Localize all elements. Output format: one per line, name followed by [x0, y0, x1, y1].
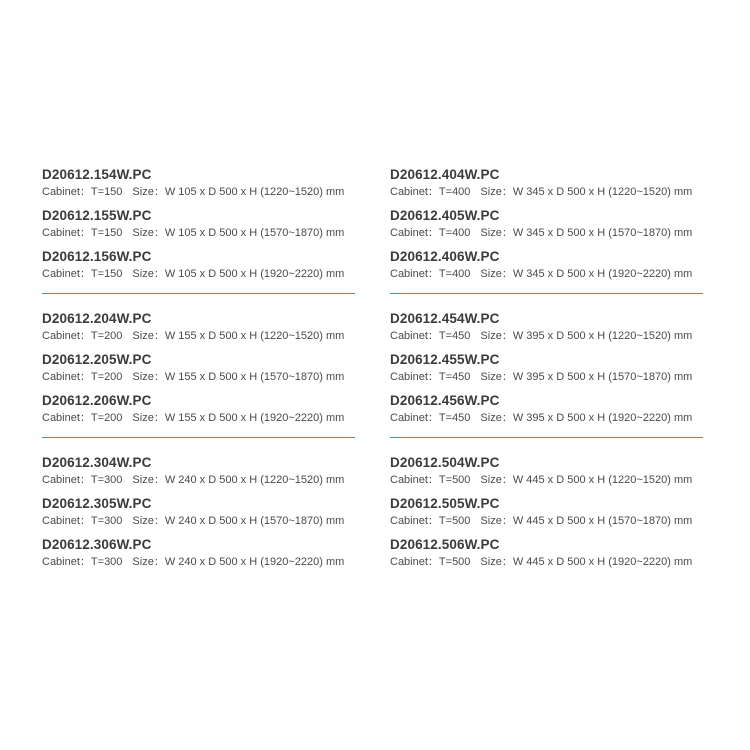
product-spec [42, 472, 355, 489]
dimensions: W 240 x D 500 x H (1220~1520) mm [164, 474, 345, 486]
product-code: D20612.206W.PC [42, 393, 152, 408]
thickness-value: T=150 [90, 227, 123, 239]
product-spec [42, 554, 355, 571]
size-label: Size： [132, 268, 165, 280]
cabinet-label: Cabinet： [42, 515, 91, 527]
dimensions: W 155 x D 500 x H (1220~1520) mm [164, 330, 345, 342]
product-item [390, 536, 703, 577]
size-label: Size： [480, 474, 513, 486]
dimensions: W 105 x D 500 x H (1220~1520) mm [164, 186, 345, 198]
product-code: D20612.506W.PC [390, 537, 500, 552]
section-divider [42, 293, 355, 294]
thickness-value: T=450 [438, 330, 471, 342]
dimensions: W 395 x D 500 x H (1920~2220) mm [512, 412, 693, 424]
cabinet-label: Cabinet： [42, 474, 91, 486]
product-code: D20612.155W.PC [42, 208, 152, 223]
product-item [42, 536, 355, 577]
product-spec [390, 472, 703, 489]
cabinet-label: Cabinet： [390, 412, 439, 424]
product-item [390, 495, 703, 536]
thickness-value: T=500 [438, 474, 471, 486]
product-code: D20612.455W.PC [390, 352, 500, 367]
thickness-value: T=500 [438, 556, 471, 568]
product-code: D20612.305W.PC [42, 496, 152, 511]
product-code: D20612.404W.PC [390, 167, 500, 182]
size-label: Size： [480, 371, 513, 383]
thickness-value: T=500 [438, 515, 471, 527]
product-code: D20612.156W.PC [42, 249, 152, 264]
dimensions: W 445 x D 500 x H (1220~1520) mm [512, 474, 693, 486]
thickness-value: T=400 [438, 268, 471, 280]
product-item [390, 454, 703, 495]
cabinet-label: Cabinet： [42, 556, 91, 568]
dimensions: W 395 x D 500 x H (1570~1870) mm [512, 371, 693, 383]
product-spec [42, 225, 355, 242]
product-code: D20612.204W.PC [42, 311, 152, 326]
product-item [390, 248, 703, 289]
dimensions: W 155 x D 500 x H (1920~2220) mm [164, 412, 345, 424]
product-code: D20612.304W.PC [42, 455, 152, 470]
product-code: D20612.405W.PC [390, 208, 500, 223]
cabinet-label: Cabinet： [390, 186, 439, 198]
product-item [390, 392, 703, 433]
size-label: Size： [132, 330, 165, 342]
thickness-value: T=200 [90, 412, 123, 424]
product-spec [42, 369, 355, 386]
thickness-value: T=400 [438, 227, 471, 239]
size-label: Size： [480, 330, 513, 342]
product-code: D20612.154W.PC [42, 167, 152, 182]
product-group [390, 454, 703, 577]
size-label: Size： [132, 515, 165, 527]
product-group [390, 310, 703, 438]
product-column-left [42, 166, 355, 577]
product-group [390, 166, 703, 294]
thickness-value: T=300 [90, 556, 123, 568]
cabinet-label: Cabinet： [390, 515, 439, 527]
product-spec [42, 513, 355, 530]
dimensions: W 105 x D 500 x H (1920~2220) mm [164, 268, 345, 280]
section-divider [390, 293, 703, 294]
product-spec [42, 410, 355, 427]
size-label: Size： [132, 371, 165, 383]
product-spec [390, 266, 703, 283]
size-label: Size： [480, 268, 513, 280]
size-label: Size： [480, 412, 513, 424]
product-code: D20612.205W.PC [42, 352, 152, 367]
product-item [42, 207, 355, 248]
cabinet-label: Cabinet： [390, 371, 439, 383]
dimensions: W 105 x D 500 x H (1570~1870) mm [164, 227, 345, 239]
size-label: Size： [132, 227, 165, 239]
product-code: D20612.454W.PC [390, 311, 500, 326]
product-item [390, 310, 703, 351]
cabinet-label: Cabinet： [42, 371, 91, 383]
product-code: D20612.504W.PC [390, 455, 500, 470]
product-item [42, 351, 355, 392]
cabinet-label: Cabinet： [42, 186, 91, 198]
dimensions: W 345 x D 500 x H (1570~1870) mm [512, 227, 693, 239]
product-code: D20612.456W.PC [390, 393, 500, 408]
product-spec [390, 328, 703, 345]
product-item [42, 166, 355, 207]
cabinet-label: Cabinet： [390, 474, 439, 486]
product-item [42, 310, 355, 351]
product-group [42, 310, 355, 438]
dimensions: W 395 x D 500 x H (1220~1520) mm [512, 330, 693, 342]
product-code: D20612.505W.PC [390, 496, 500, 511]
cabinet-label: Cabinet： [42, 412, 91, 424]
cabinet-label: Cabinet： [390, 556, 439, 568]
thickness-value: T=200 [90, 371, 123, 383]
thickness-value: T=450 [438, 412, 471, 424]
dimensions: W 445 x D 500 x H (1920~2220) mm [512, 556, 693, 568]
thickness-value: T=400 [438, 186, 471, 198]
size-label: Size： [480, 186, 513, 198]
section-divider [42, 437, 355, 438]
cabinet-label: Cabinet： [42, 330, 91, 342]
product-column-right [390, 166, 703, 577]
dimensions: W 345 x D 500 x H (1220~1520) mm [512, 186, 693, 198]
size-label: Size： [132, 186, 165, 198]
product-item [390, 166, 703, 207]
size-label: Size： [480, 556, 513, 568]
product-group [42, 166, 355, 294]
product-spec [42, 184, 355, 201]
product-spec [390, 369, 703, 386]
size-label: Size： [480, 227, 513, 239]
product-spec [390, 184, 703, 201]
product-spec [390, 513, 703, 530]
cabinet-label: Cabinet： [390, 227, 439, 239]
cabinet-label: Cabinet： [390, 330, 439, 342]
product-item [390, 351, 703, 392]
product-item [42, 454, 355, 495]
dimensions: W 155 x D 500 x H (1570~1870) mm [164, 371, 345, 383]
size-label: Size： [132, 474, 165, 486]
product-code: D20612.406W.PC [390, 249, 500, 264]
thickness-value: T=200 [90, 330, 123, 342]
product-spec [42, 266, 355, 283]
product-item [42, 248, 355, 289]
product-item [42, 392, 355, 433]
size-label: Size： [480, 515, 513, 527]
size-label: Size： [132, 556, 165, 568]
dimensions: W 240 x D 500 x H (1920~2220) mm [164, 556, 345, 568]
section-divider [390, 437, 703, 438]
dimensions: W 345 x D 500 x H (1920~2220) mm [512, 268, 693, 280]
product-group [42, 454, 355, 577]
product-spec [390, 225, 703, 242]
product-spec [42, 328, 355, 345]
cabinet-label: Cabinet： [390, 268, 439, 280]
size-label: Size： [132, 412, 165, 424]
thickness-value: T=450 [438, 371, 471, 383]
thickness-value: T=150 [90, 186, 123, 198]
thickness-value: T=150 [90, 268, 123, 280]
product-spec [390, 410, 703, 427]
cabinet-label: Cabinet： [42, 227, 91, 239]
product-code: D20612.306W.PC [42, 537, 152, 552]
dimensions: W 240 x D 500 x H (1570~1870) mm [164, 515, 345, 527]
product-item [390, 207, 703, 248]
dimensions: W 445 x D 500 x H (1570~1870) mm [512, 515, 693, 527]
cabinet-label: Cabinet： [42, 268, 91, 280]
product-item [42, 495, 355, 536]
thickness-value: T=300 [90, 515, 123, 527]
product-spec [390, 554, 703, 571]
thickness-value: T=300 [90, 474, 123, 486]
